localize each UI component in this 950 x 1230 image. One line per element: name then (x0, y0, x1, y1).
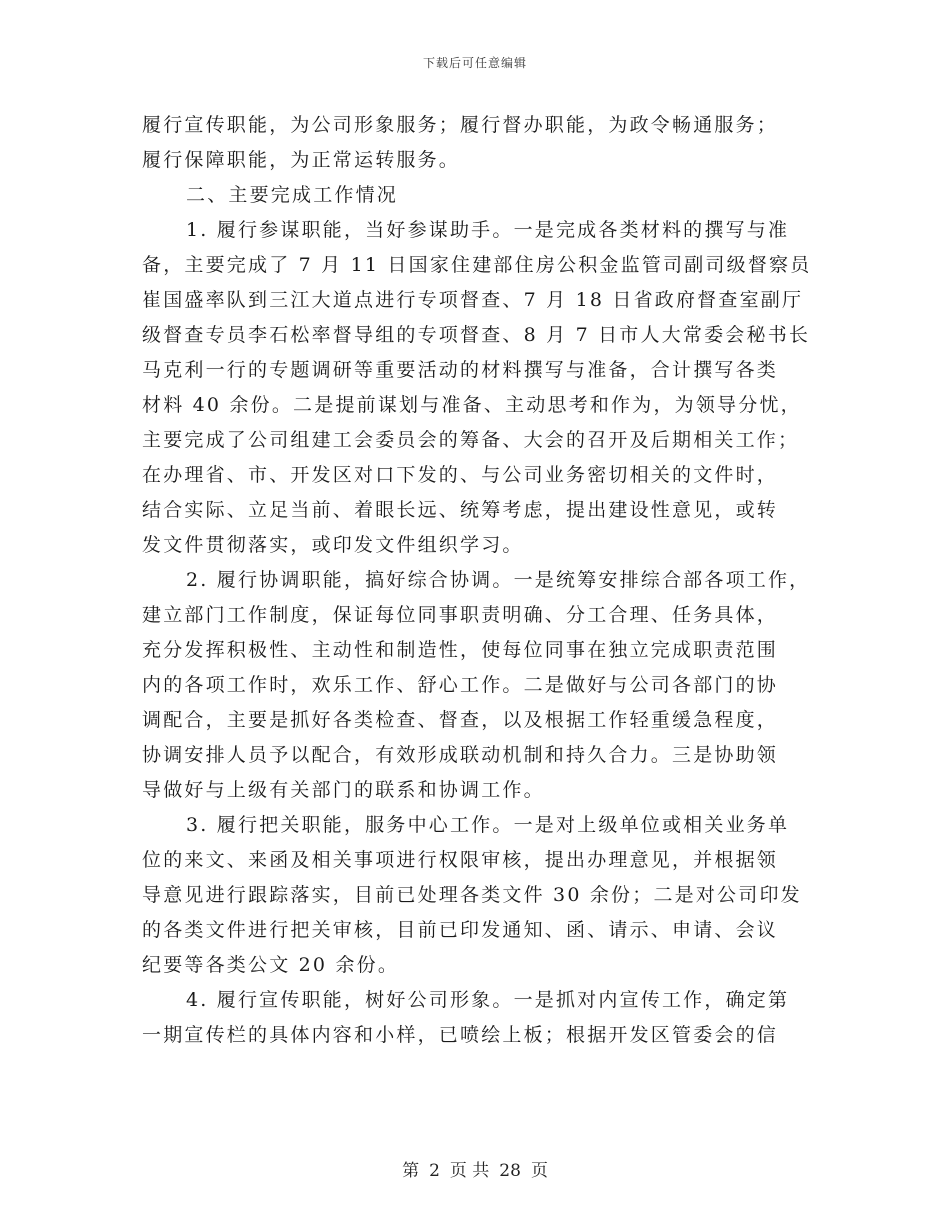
text-line: 导做好与上级有关部门的联系和协调工作。 (142, 779, 545, 801)
text-line: 马克利一行的专题调研等重要活动的材料撰写与准备，合计撰写各类 (142, 359, 779, 381)
text-line: 一期宣传栏的具体内容和小样，已喷绘上板；根据开发区管委会的信 (142, 1024, 779, 1046)
text-line: 级督查专员李石松率督导组的专项督查、8 月 7 日市人大常委会秘书长 (142, 324, 811, 346)
text-line: 充分发挥积极性、主动性和制造性，使每位同事在独立完成职责范围 (142, 639, 779, 661)
page-header: 下载后可任意编辑 (422, 56, 527, 70)
text-line: 在办理省、市、开发区对口下发的、与公司业务密切相关的文件时， (142, 464, 779, 486)
text-line: 发文件贯彻落实，或印发文件组织学习。 (142, 534, 524, 556)
text-line: 崔国盛率队到三江大道点进行专项督查、7 月 18 日省政府督查室副厅 (142, 289, 804, 311)
text-line: 备，主要完成了 7 月 11 日国家住建部住房公积金监管司副司级督察员 (142, 254, 812, 276)
text-line: 履行保障职能，为正常运转服务。 (142, 149, 461, 171)
current-page-number: 2 (429, 1161, 440, 1181)
text-line: 导意见进行跟踪落实，目前已处理各类文件 30 余份；二是对公司印发 (142, 884, 802, 906)
text-line: 2. 履行协调职能，搞好综合协调。一是统筹安排综合部各项工作， (186, 569, 811, 591)
text-line: 内的各项工作时，欢乐工作、舒心工作。二是做好与公司各部门的协 (142, 674, 779, 696)
text-line: 材料 40 余份。二是提前谋划与准备、主动思考和作为，为领导分忧， (142, 394, 802, 416)
text-line: 结合实际、立足当前、着眼长远、统筹考虑，提出建设性意见，或转 (142, 499, 779, 521)
text-line: 4. 履行宣传职能，树好公司形象。一是抓对内宣传工作，确定第 (186, 989, 790, 1011)
text-line: 建立部门工作制度，保证每位同事职责明确、分工合理、任务具体， (142, 604, 779, 626)
total-page-count: 28 (499, 1161, 521, 1181)
page-footer (0, 1156, 950, 1181)
footer-suffix: 页 (530, 1161, 548, 1181)
text-line: 3. 履行把关职能，服务中心工作。一是对上级单位或相关业务单 (186, 814, 790, 836)
text-line: 协调安排人员予以配合，有效形成联动机制和持久合力。三是协助领 (142, 744, 779, 766)
text-line: 主要完成了公司组建工会委员会的筹备、大会的召开及后期相关工作； (142, 429, 800, 451)
document-body (142, 108, 822, 1053)
text-line: 调配合，主要是抓好各类检查、督查，以及根据工作轻重缓急程度， (142, 709, 779, 731)
text-line: 位的来文、来函及相关事项进行权限审核，提出办理意见，并根据领 (142, 849, 779, 871)
text-line: 1. 履行参谋职能，当好参谋助手。一是完成各类材料的撰写与准 (186, 219, 790, 241)
text-line: 二、主要完成工作情况 (186, 184, 399, 206)
footer-prefix: 第 (402, 1161, 420, 1181)
text-line: 履行宣传职能，为公司形象服务；履行督办职能，为政令畅通服务； (142, 114, 779, 136)
text-line: 的各类文件进行把关审核，目前已印发通知、函、请示、申请、会议 (142, 919, 779, 941)
text-line: 纪要等各类公文 20 余份。 (142, 954, 400, 976)
footer-middle: 页 共 (449, 1161, 490, 1181)
